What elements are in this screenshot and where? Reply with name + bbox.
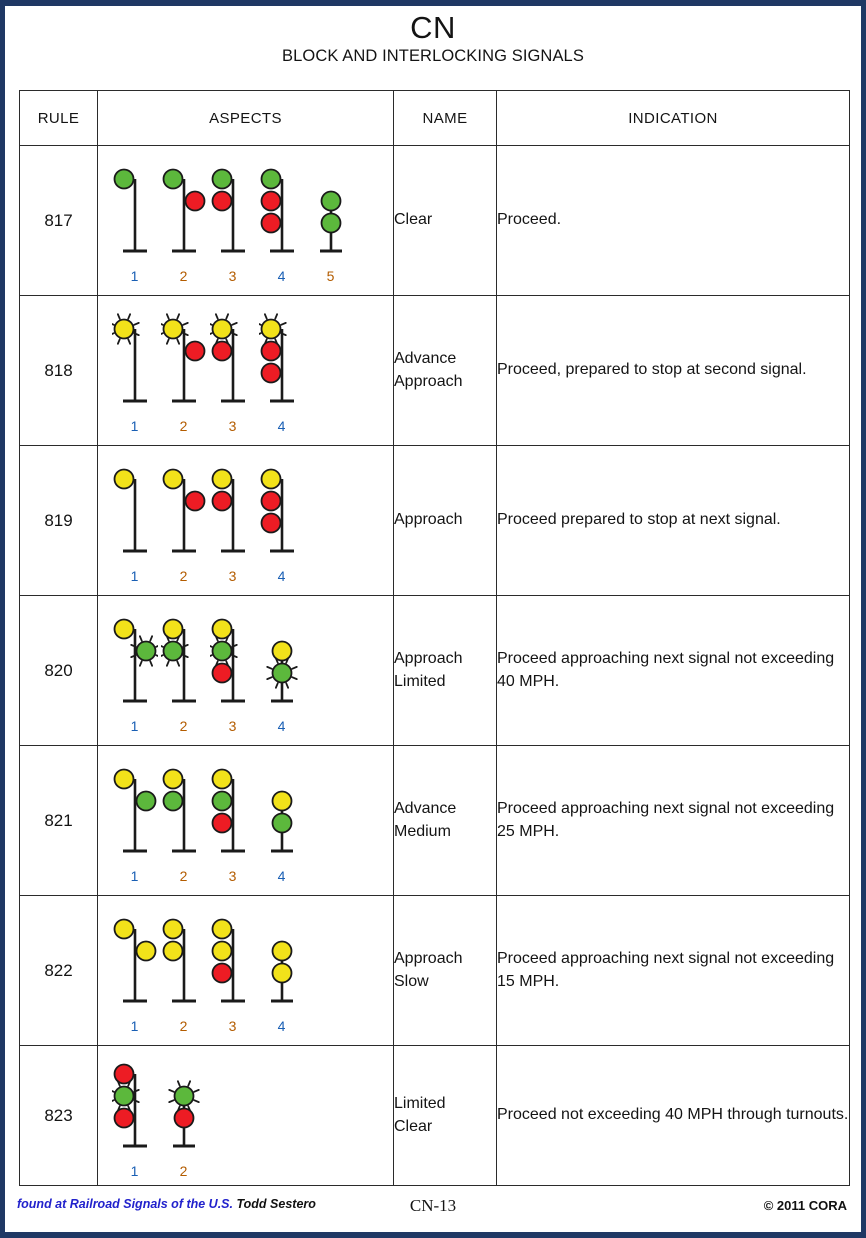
page-footer <box>5 1197 861 1219</box>
table-row <box>20 146 850 296</box>
signal-mast-drawing <box>112 757 158 865</box>
table-body <box>20 146 850 1186</box>
mast-number-label: 4 <box>277 717 286 734</box>
signal-mast <box>159 457 208 585</box>
mast-number-label: 1 <box>130 867 139 884</box>
header-indication: INDICATION <box>497 91 850 146</box>
mast-number-label: 2 <box>179 1162 188 1179</box>
rule-number: 822 <box>20 896 98 1046</box>
signal-mast <box>306 157 355 285</box>
signal-mast <box>208 757 257 885</box>
table-row <box>20 296 850 446</box>
signal-mast <box>159 757 208 885</box>
signal-mast <box>159 307 208 435</box>
mast-number-label: 3 <box>228 867 237 884</box>
signal-mast-drawing <box>161 907 207 1015</box>
header-row <box>20 91 850 146</box>
signal-mast <box>208 307 257 435</box>
signal-mast-drawing <box>210 757 256 865</box>
signal-name <box>394 146 497 296</box>
signal-indication: Proceed, prepared to stop at second signal. <box>497 296 850 446</box>
signal-mast <box>159 157 208 285</box>
signal-mast-drawing <box>161 607 207 715</box>
signal-indication: Proceed prepared to stop at next signal. <box>497 446 850 596</box>
aspect-diagrams <box>98 146 394 296</box>
signal-mast <box>208 457 257 585</box>
signal-name <box>394 1046 497 1186</box>
mast-number-label: 2 <box>179 267 188 284</box>
aspect-diagrams <box>98 1046 394 1186</box>
signal-name-line: Clear <box>394 211 433 229</box>
signal-mast-drawing <box>112 607 158 715</box>
header-rule: RULE <box>20 91 98 146</box>
mast-number-label: 3 <box>228 267 237 284</box>
footer-source-author: Todd Sestero <box>236 1197 316 1211</box>
signal-mast <box>159 1052 208 1180</box>
signal-mast-drawing <box>210 157 256 265</box>
table-row <box>20 596 850 746</box>
signal-mast-drawing <box>308 157 354 265</box>
aspect-diagrams <box>98 746 394 896</box>
table-row <box>20 1046 850 1186</box>
signal-mast-drawing <box>210 307 256 415</box>
signal-mast-drawing <box>259 307 305 415</box>
signal-name <box>394 296 497 446</box>
mast-number-label: 4 <box>277 417 286 434</box>
mast-number-label: 3 <box>228 1017 237 1034</box>
signal-mast-drawing <box>161 157 207 265</box>
signal-name-line: Medium <box>394 822 451 840</box>
signal-mast <box>110 607 159 735</box>
railroad-title: CN <box>410 10 456 45</box>
signal-indication: Proceed not exceeding 40 MPH through turnouts. <box>497 1046 850 1186</box>
signal-indication: Proceed. <box>497 146 850 296</box>
rule-number: 823 <box>20 1046 98 1186</box>
mast-number-label: 1 <box>130 417 139 434</box>
signal-indication: Proceed approaching next signal not exceeding 25 MPH. <box>497 746 850 896</box>
mast-number-label: 1 <box>130 1162 139 1179</box>
rule-number: 820 <box>20 596 98 746</box>
table-row <box>20 446 850 596</box>
signal-name-line: Limited <box>394 1095 446 1113</box>
signal-mast <box>257 457 306 585</box>
mast-number-label: 5 <box>326 267 335 284</box>
signal-mast-drawing <box>259 757 305 865</box>
mast-number-label: 4 <box>277 567 286 584</box>
mast-number-label: 3 <box>228 717 237 734</box>
signal-name <box>394 746 497 896</box>
signal-name-line: Limited <box>394 672 446 690</box>
mast-number-label: 1 <box>130 567 139 584</box>
rule-number: 819 <box>20 446 98 596</box>
signal-mast <box>110 907 159 1035</box>
signal-mast-drawing <box>112 157 158 265</box>
signal-mast-drawing <box>112 907 158 1015</box>
mast-number-label: 2 <box>179 867 188 884</box>
signal-name-line: Approach <box>394 650 463 668</box>
signal-mast <box>110 1052 159 1180</box>
signal-name <box>394 896 497 1046</box>
mast-number-label: 4 <box>277 867 286 884</box>
signals-table <box>19 90 850 1186</box>
rule-number: 817 <box>20 146 98 296</box>
aspect-diagrams <box>98 896 394 1046</box>
footer-page-number: CN-13 <box>409 1196 457 1215</box>
signal-mast <box>257 757 306 885</box>
mast-number-label: 2 <box>179 717 188 734</box>
signal-mast-drawing <box>112 457 158 565</box>
signal-name-line: Clear <box>394 1117 433 1135</box>
table-row <box>20 746 850 896</box>
signal-mast-drawing <box>112 307 158 415</box>
table-row <box>20 896 850 1046</box>
signal-mast-drawing <box>161 307 207 415</box>
footer-copyright: © 2011 CORA <box>763 1198 847 1213</box>
rule-number: 818 <box>20 296 98 446</box>
mast-number-label: 2 <box>179 417 188 434</box>
signal-name-line: Advance <box>394 350 457 368</box>
signal-mast <box>110 157 159 285</box>
signal-name-line: Approach <box>394 950 463 968</box>
signal-name <box>394 446 497 596</box>
signal-mast-drawing <box>259 607 305 715</box>
signal-indication: Proceed approaching next signal not exceeding 40 MPH. <box>497 596 850 746</box>
signal-mast <box>208 607 257 735</box>
header-aspects: ASPECTS <box>98 91 394 146</box>
signal-mast <box>208 907 257 1035</box>
signal-mast <box>159 607 208 735</box>
signal-mast-drawing <box>112 1052 158 1160</box>
signal-mast <box>257 307 306 435</box>
signal-mast <box>110 307 159 435</box>
chart-title-block <box>5 6 861 66</box>
signal-mast-drawing <box>259 157 305 265</box>
footer-source-link[interactable]: found at Railroad Signals of the U.S. <box>17 1197 233 1211</box>
signal-mast-drawing <box>161 757 207 865</box>
mast-number-label: 1 <box>130 267 139 284</box>
mast-number-label: 4 <box>277 1017 286 1034</box>
signal-indication: Proceed approaching next signal not exceeding 15 MPH. <box>497 896 850 1046</box>
signal-mast <box>257 607 306 735</box>
signal-mast <box>159 907 208 1035</box>
signal-mast-drawing <box>161 457 207 565</box>
signal-mast-drawing <box>259 907 305 1015</box>
rule-number: 821 <box>20 746 98 896</box>
table-header <box>20 91 850 146</box>
signal-mast <box>257 157 306 285</box>
signal-mast-drawing <box>161 1052 207 1160</box>
signal-mast <box>110 757 159 885</box>
mast-number-label: 3 <box>228 567 237 584</box>
mast-number-label: 2 <box>179 1017 188 1034</box>
mast-number-label: 1 <box>130 1017 139 1034</box>
signal-mast-drawing <box>259 457 305 565</box>
signal-name <box>394 596 497 746</box>
header-name: NAME <box>394 91 497 146</box>
aspect-diagrams <box>98 446 394 596</box>
signal-name-line: Approach <box>394 372 463 390</box>
mast-number-label: 4 <box>277 267 286 284</box>
signal-mast <box>110 457 159 585</box>
signal-name-line: Approach <box>394 511 463 529</box>
signal-mast <box>208 157 257 285</box>
mast-number-label: 1 <box>130 717 139 734</box>
aspect-diagrams <box>98 596 394 746</box>
signal-mast <box>257 907 306 1035</box>
chart-subtitle: BLOCK AND INTERLOCKING SIGNALS <box>282 46 584 65</box>
mast-number-label: 2 <box>179 567 188 584</box>
mast-number-label: 3 <box>228 417 237 434</box>
signal-mast-drawing <box>210 607 256 715</box>
signal-mast-drawing <box>210 457 256 565</box>
aspect-diagrams <box>98 296 394 446</box>
signal-name-line: Advance <box>394 800 457 818</box>
signal-name-line: Slow <box>394 972 429 990</box>
signal-mast-drawing <box>210 907 256 1015</box>
signals-table-wrapper <box>19 90 849 1186</box>
